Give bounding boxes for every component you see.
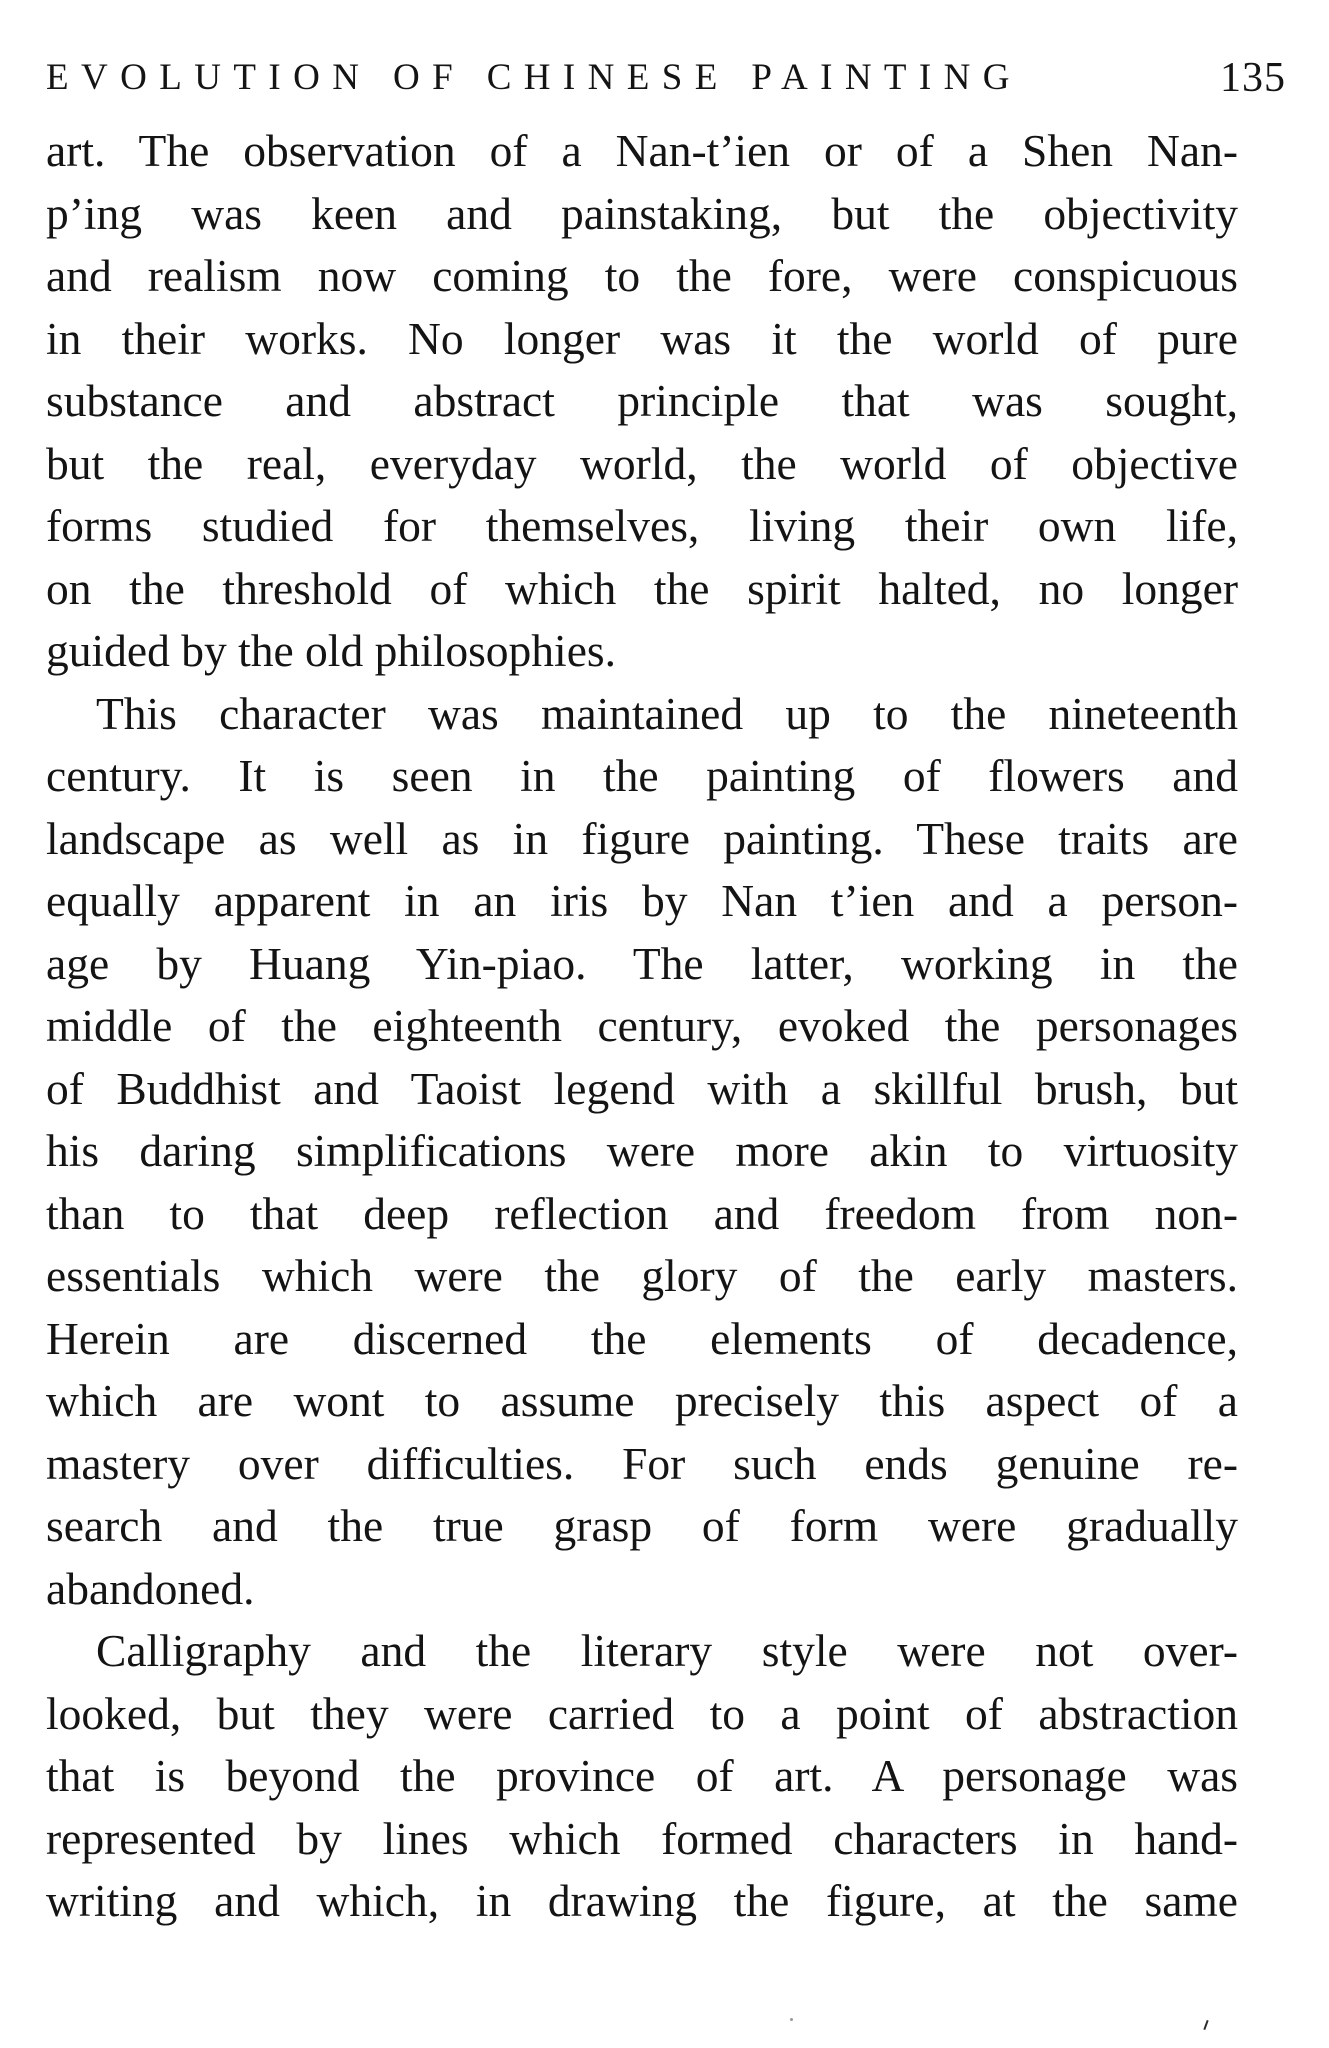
text-line: of Buddhist and Taoist legend with a skillful brush, but <box>46 1062 1238 1114</box>
text-line: that is beyond the province of art. A personage was <box>46 1750 1238 1801</box>
text-line: mastery over difficulties. For such ends genuine re- <box>46 1437 1238 1489</box>
text-line: middle of the eighteenth century, evoked the personages <box>46 1000 1238 1051</box>
running-head <box>46 48 1286 108</box>
text-line: substance and abstract principle that was sought, <box>46 375 1238 426</box>
text-line: p’ing was keen and painstaking, but the objectivity <box>46 187 1238 239</box>
text-line: search and the true grasp of form were gradually <box>46 1500 1238 1551</box>
text-line: which are wont to assume precisely this aspect of a <box>46 1375 1238 1426</box>
text-line: Herein are discerned the elements of decadence, <box>46 1312 1238 1364</box>
text-line: than to that deep reflection and freedom from non- <box>46 1187 1238 1239</box>
running-title: EVOLUTION OF CHINESE PAINTING <box>46 57 1022 98</box>
print-speck <box>790 2018 793 2021</box>
text-line: Calligraphy and the literary style were not over- <box>96 1625 1238 1676</box>
text-line: This character was maintained up to the nineteenth <box>96 687 1238 739</box>
text-line: essentials which were the glory of the early masters. <box>46 1250 1238 1301</box>
text-line: equally apparent in an iris by Nan t’ien and a person- <box>46 875 1238 926</box>
text-line: looked, but they were carried to a point of abstraction <box>46 1687 1238 1739</box>
text-line: century. It is seen in the painting of flowers and <box>46 750 1238 801</box>
text-line: represented by lines which formed characters in hand- <box>46 1812 1238 1864</box>
text-line: art. The observation of a Nan-t’ien or of a Shen Nan- <box>46 125 1238 176</box>
text-line: his daring simplifications were more akin to virtuosity <box>46 1125 1238 1176</box>
text-line: on the threshold of which the spirit halted, no longer <box>46 562 1238 614</box>
print-speck <box>1203 2020 1208 2030</box>
text-line: age by Huang Yin-piao. The latter, working in the <box>46 937 1238 989</box>
text-line: abandoned. <box>46 1562 255 1614</box>
text-line: but the real, everyday world, the world of objective <box>46 437 1238 489</box>
text-line: in their works. No longer was it the world of pure <box>46 312 1238 364</box>
text-line: landscape as well as in figure painting. These traits are <box>46 812 1238 864</box>
body-text <box>46 120 1238 1933</box>
text-line: and realism now coming to the fore, were conspicuous <box>46 250 1238 301</box>
text-line: forms studied for themselves, living their own life, <box>46 500 1238 551</box>
text-line: writing and which, in drawing the figure, at the same <box>46 1875 1238 1926</box>
page-number: 135 <box>1220 55 1286 101</box>
text-line: guided by the old philosophies. <box>46 625 616 676</box>
